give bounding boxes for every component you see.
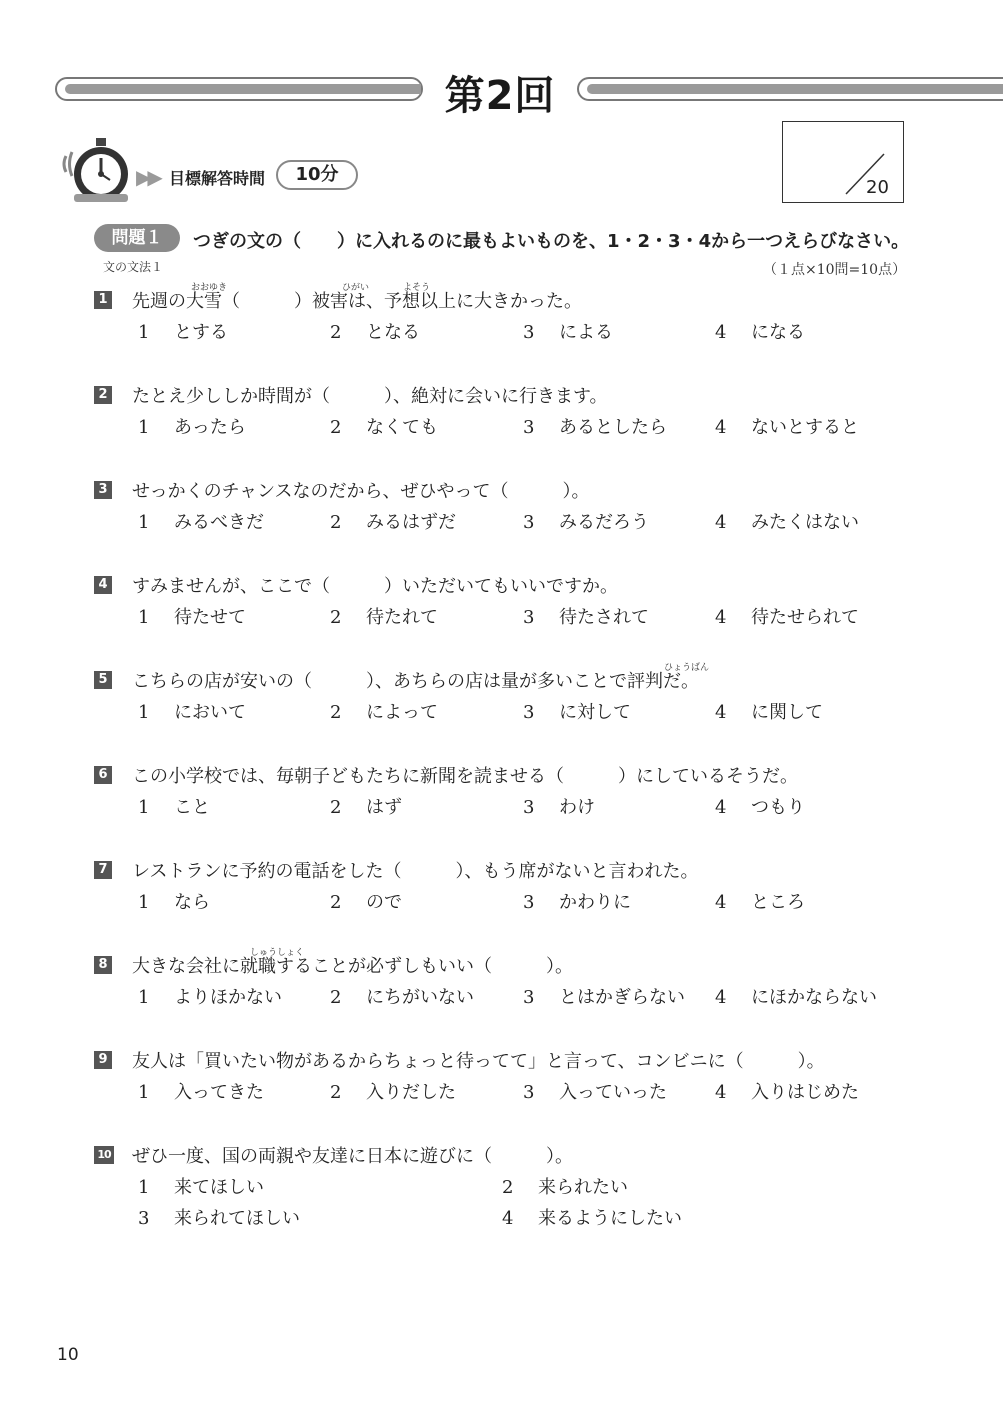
option-3[interactable]: 3 入っていった	[523, 1082, 667, 1103]
stopwatch-icon	[60, 136, 140, 206]
question-number: 5	[94, 671, 112, 689]
option-4[interactable]: 4 待たせられて	[715, 607, 859, 628]
question-text: こちらの店が安いの（ ）、あちらの店は量が多いことで評判だ。	[132, 671, 699, 692]
score-total: 20	[866, 177, 889, 198]
question-number: 9	[94, 1051, 112, 1069]
question-text: レストランに予約の電話をした（ ）、もう席がないと言われた。	[132, 861, 699, 882]
double-arrow-icon: ▶▶	[136, 165, 159, 189]
option-3[interactable]: 3 あるとしたら	[523, 417, 667, 438]
section-label: 文の文法１	[103, 260, 164, 274]
option-2[interactable]: 2 待たれて	[330, 607, 438, 628]
option-1[interactable]: 1 入ってきた	[138, 1082, 264, 1103]
option-1[interactable]: 1 みるべきだ	[138, 512, 264, 533]
option-4[interactable]: 4 ところ	[715, 892, 805, 913]
page-number: 10	[57, 1345, 79, 1365]
question-number: 2	[94, 386, 112, 404]
question-number: 3	[94, 481, 112, 499]
option-4[interactable]: 4 ないとすると	[715, 417, 859, 438]
option-2[interactable]: 2 来られたい	[502, 1177, 628, 1198]
question-number: 4	[94, 576, 112, 594]
option-3[interactable]: 3 みるだろう	[523, 512, 649, 533]
question-text: たとえ少ししか時間が（ ）、絶対に会いに行きます。	[132, 386, 608, 407]
page-title: 第2回	[444, 73, 556, 119]
option-1[interactable]: 1 とする	[138, 322, 228, 343]
option-3[interactable]: 3 に対して	[523, 702, 631, 723]
mondai-badge: 問題１	[94, 224, 180, 252]
option-3[interactable]: 3 による	[523, 322, 613, 343]
option-3[interactable]: 3 わけ	[523, 797, 595, 818]
question-number: 8	[94, 956, 112, 974]
furigana-hyouban: ひょうばん	[664, 663, 710, 673]
question-text: ぜひ一度、国の両親や友達に日本に遊びに（ ）。	[132, 1146, 573, 1167]
option-2[interactable]: 2 ので	[330, 892, 402, 913]
question-number: 1	[94, 291, 112, 309]
furigana-shuushoku: しゅうしょく	[250, 948, 305, 958]
option-1[interactable]: 1 なら	[138, 892, 210, 913]
question-text: すみませんが、ここで（ ）いただいてもいいですか。	[132, 576, 618, 597]
question-text: せっかくのチャンスなのだから、ぜひやって（ ）。	[132, 481, 590, 502]
option-1[interactable]: 1 あったら	[138, 417, 246, 438]
option-4[interactable]: 4 にほかならない	[715, 987, 877, 1008]
option-2[interactable]: 2 なくても	[330, 417, 438, 438]
option-4[interactable]: 4 つもり	[715, 797, 805, 818]
question-number: 10	[94, 1146, 114, 1164]
question-number: 6	[94, 766, 112, 784]
option-2[interactable]: 2 によって	[330, 702, 438, 723]
header-bar-right	[577, 77, 1003, 101]
furigana-ooyuki: おおゆき	[191, 283, 228, 293]
option-4[interactable]: 4 来るようにしたい	[502, 1208, 682, 1229]
option-1[interactable]: 1 来てほしい	[138, 1177, 264, 1198]
option-2[interactable]: 2 入りだした	[330, 1082, 456, 1103]
target-time-label: 目標解答時間	[169, 169, 266, 188]
furigana-higai: ひがい	[342, 283, 370, 293]
option-4[interactable]: 4 入りはじめた	[715, 1082, 859, 1103]
question-text: 先週の大雪（ ）被害は、予想以上に大きかった。	[132, 291, 582, 312]
mondai-instruction: つぎの文の（ ）に入れるのに最もよいものを、1・2・3・4から一つえらびなさい。	[193, 231, 910, 252]
question-text: 友人は「買いたい物があるからちょっと待ってて」と言って、コンビニに（ ）。	[132, 1051, 825, 1072]
points-note: （１点×10問=10点）	[763, 262, 907, 278]
question-text: 大きな会社に就職することが必ずしもいい（ ）。	[132, 956, 573, 977]
option-2[interactable]: 2 はず	[330, 797, 402, 818]
question-number: 7	[94, 861, 112, 879]
option-4[interactable]: 4 みたくはない	[715, 512, 859, 533]
option-2[interactable]: 2 となる	[330, 322, 420, 343]
option-4[interactable]: 4 になる	[715, 322, 805, 343]
question-text: この小学校では、毎朝子どもたちに新聞を読ませる（ ）にしているそうだ。	[132, 766, 798, 787]
option-4[interactable]: 4 に関して	[715, 702, 823, 723]
option-1[interactable]: 1 において	[138, 702, 246, 723]
option-1[interactable]: 1 よりほかない	[138, 987, 282, 1008]
furigana-yosou: よそう	[403, 283, 431, 293]
option-3[interactable]: 3 かわりに	[523, 892, 631, 913]
option-1[interactable]: 1 こと	[138, 797, 210, 818]
option-2[interactable]: 2 にちがいない	[330, 987, 474, 1008]
option-1[interactable]: 1 待たせて	[138, 607, 246, 628]
target-time-value: 10分	[276, 160, 358, 190]
option-2[interactable]: 2 みるはずだ	[330, 512, 456, 533]
option-3[interactable]: 3 待たされて	[523, 607, 649, 628]
option-3[interactable]: 3 来られてほしい	[138, 1208, 300, 1229]
header-bar-left	[55, 77, 423, 101]
option-3[interactable]: 3 とはかぎらない	[523, 987, 685, 1008]
